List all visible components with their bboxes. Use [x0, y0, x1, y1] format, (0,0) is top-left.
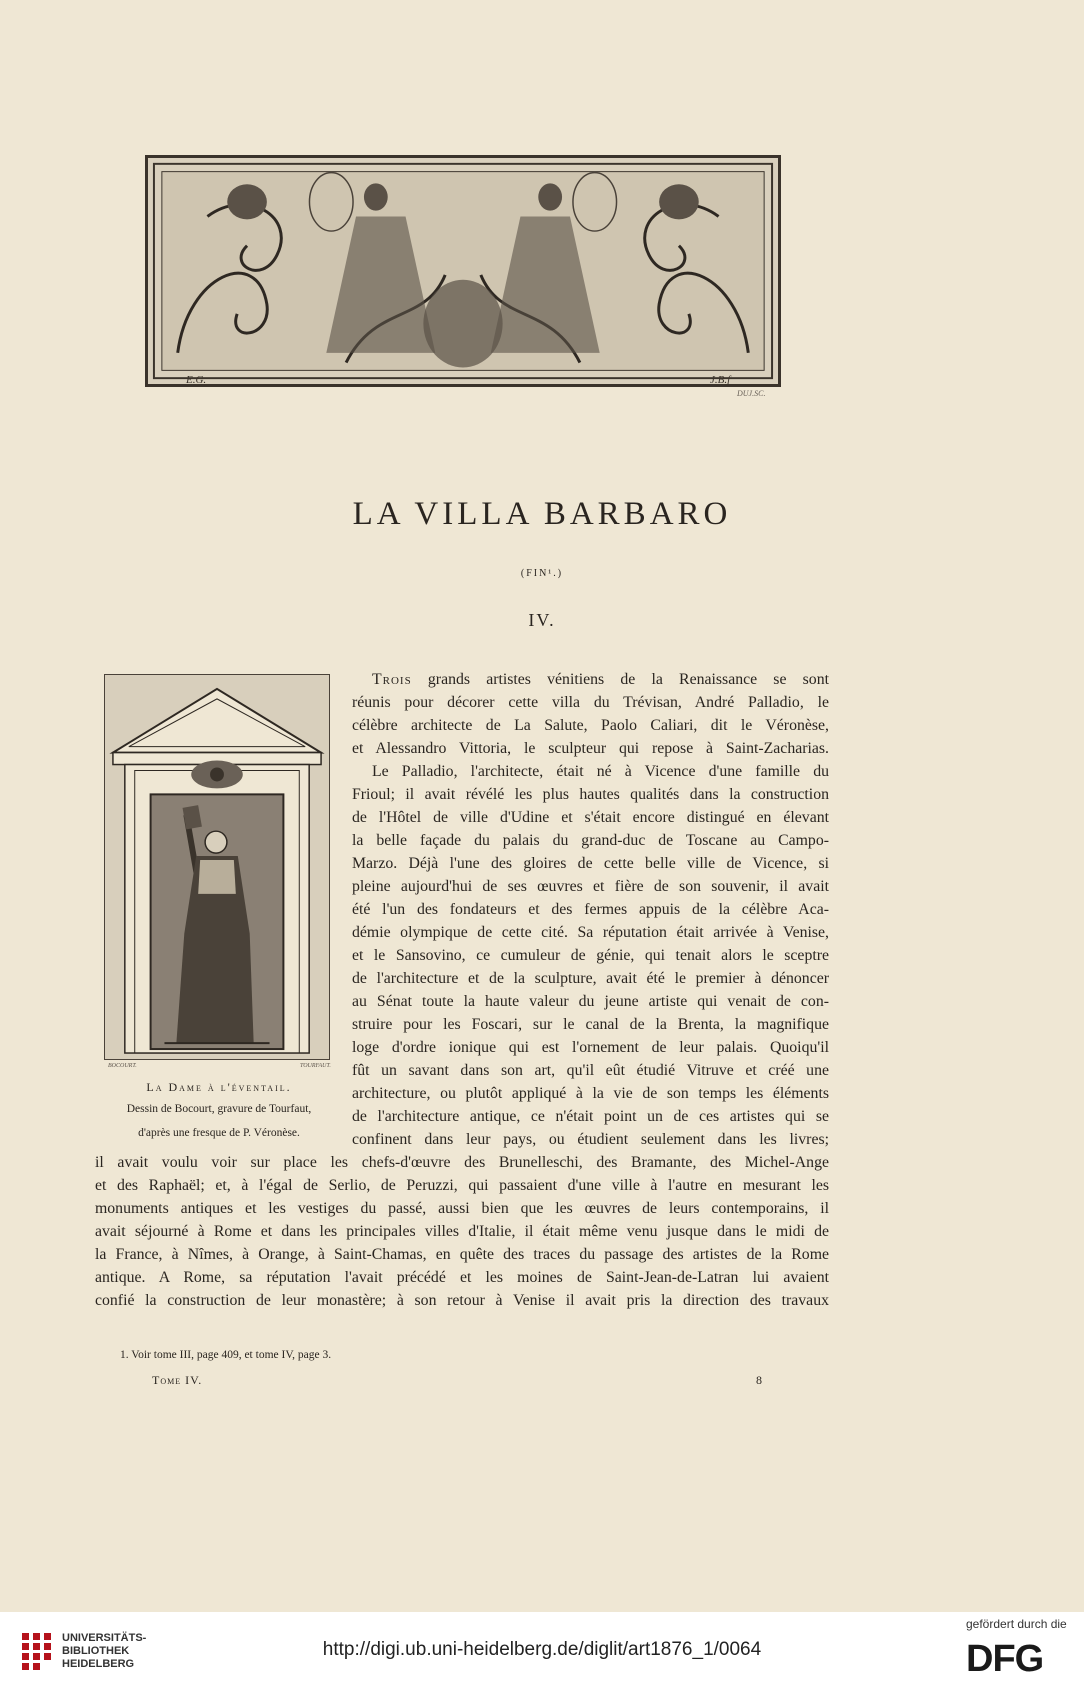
- body-line: loge d'ordre ionique qui est l'ornement de leur palais. Quoiqu'il: [352, 1039, 829, 1056]
- body-line: de l'architecture antique, ce n'était point un de ces artistes qui se: [352, 1108, 829, 1125]
- page-number: 8: [756, 1373, 762, 1387]
- volume-label: Tome IV.: [152, 1373, 203, 1387]
- figure-engraving: [104, 674, 330, 1060]
- figure-credit-left: BOCOURT.: [108, 1063, 137, 1069]
- body-line: célèbre architecte de La Salute, Paolo Caliari, dit le Véronèse,: [352, 717, 829, 734]
- funded-by-label: gefördert durch die: [966, 1617, 1067, 1631]
- body-line: de l'architecture et de la sculpture, avait été le premier à dénoncer: [352, 970, 829, 987]
- body-line: il avait voulu voir sur place les chefs-d'œuvre des Brunelleschi, des Bramante, des Michel-Ange: [95, 1154, 829, 1171]
- body-line: [372, 669, 829, 691]
- frieze-signature-right: J.B.f: [710, 374, 731, 386]
- body-line: architecture, ou plutôt appliqué à la vie de son temps les éléments: [352, 1085, 829, 1102]
- body-line: la belle façade du palais du grand-duc de Toscane au Campo-: [352, 832, 829, 849]
- article-subtitle: (FIN¹.): [520, 568, 564, 579]
- body-line: et des Raphaël; et, à l'égal de Serlio, de Peruzzi, qui passaient d'une ville à l'autre en mesurant les: [95, 1177, 829, 1194]
- frieze-engraver: DUJ.SC.: [737, 389, 766, 398]
- drop-lead: Trois: [372, 671, 412, 688]
- body-line: Marzo. Déjà l'une des gloires de cette belle ville de Vicence, si: [352, 855, 829, 872]
- body-line: confinent dans leur pays, ou étudient seulement dans les livres;: [352, 1131, 829, 1148]
- figure-caption-line: d'après une fresque de P. Véronèse.: [138, 1127, 300, 1139]
- body-line: démie olympique de cette cité. Sa réputation était arrivée à Venise,: [352, 924, 829, 941]
- body-line: et Alessandro Vittoria, le sculpteur qui repose à Saint-Zacharias.: [352, 740, 829, 757]
- body-line: de l'Hôtel de ville d'Udine et s'était encore distingué en élevant: [352, 809, 829, 826]
- body-line: été l'un des fondateurs et des fermes appuis de la célèbre Aca-: [352, 901, 829, 918]
- body-line: Le Palladio, l'architecte, était né à Vicence d'une famille du: [372, 763, 829, 780]
- dfg-logo: DFG: [966, 1638, 1044, 1680]
- library-name-line: BIBLIOTHEK: [62, 1645, 130, 1657]
- body-line: au Sénat toute la haute valeur du jeune artiste qui venait de con-: [352, 993, 829, 1010]
- body-line-text: grands artistes vénitiens de la Renaissance se sont: [411, 671, 829, 688]
- body-line: antique. A Rome, sa réputation l'avait précédé et les moines de Saint-Jean-de-Latran lui avaient: [95, 1269, 829, 1286]
- section-number: IV.: [528, 610, 556, 630]
- body-line: fût un savant dans son art, qu'il eût étudié Vitruve et créé une: [352, 1062, 829, 1079]
- figure-caption-line: Dessin de Bocourt, gravure de Tourfaut,: [126, 1103, 312, 1115]
- body-line: et le Sansovino, ce cumuleur de génie, qui tenait alors le sceptre: [352, 947, 829, 964]
- frieze-signature-left: E.G.: [186, 374, 207, 386]
- figure-caption-title: La Dame à l'éventail.: [146, 1080, 292, 1094]
- body-line: confié la construction de leur monastère; à son retour à Venise il avait pris la direction des travaux: [95, 1292, 829, 1309]
- library-name-line: HEIDELBERG: [62, 1658, 135, 1670]
- permalink-url[interactable]: http://digi.ub.uni-heidelberg.de/diglit/art1876_1/0064: [322, 1639, 762, 1660]
- body-line: Frioul; il avait révélé les plus hautes qualités dans la construction: [352, 786, 829, 803]
- body-line: avait séjourné à Rome et dans les principales villes d'Italie, il était même venu jusque dans le midi de: [95, 1223, 829, 1240]
- frieze-engraving: [145, 155, 781, 387]
- body-line: réunis pour décorer cette villa du Trévisan, André Palladio, le: [352, 694, 829, 711]
- library-name-line: UNIVERSITÄTS-: [62, 1632, 147, 1644]
- body-line: pleine aujourd'hui de ses œuvres et fière de son souvenir, il avait: [352, 878, 829, 895]
- body-line: monuments antiques et les vestiges du passé, aussi bien que les œuvres de leurs contemporains, il: [95, 1200, 829, 1217]
- footnote: 1. Voir tome III, page 409, et tome IV, page 3.: [120, 1349, 332, 1361]
- article-title: LA VILLA BARBARO: [352, 496, 732, 532]
- body-line: la France, à Nîmes, à Orange, à Saint-Chamas, en quête des traces du passage des artistes de la Rome: [95, 1246, 829, 1263]
- body-line: struire pour les Foscari, sur le canal de la Brenta, la magnifique: [352, 1016, 829, 1033]
- figure-credit-right: TOURFAUT.: [300, 1063, 331, 1069]
